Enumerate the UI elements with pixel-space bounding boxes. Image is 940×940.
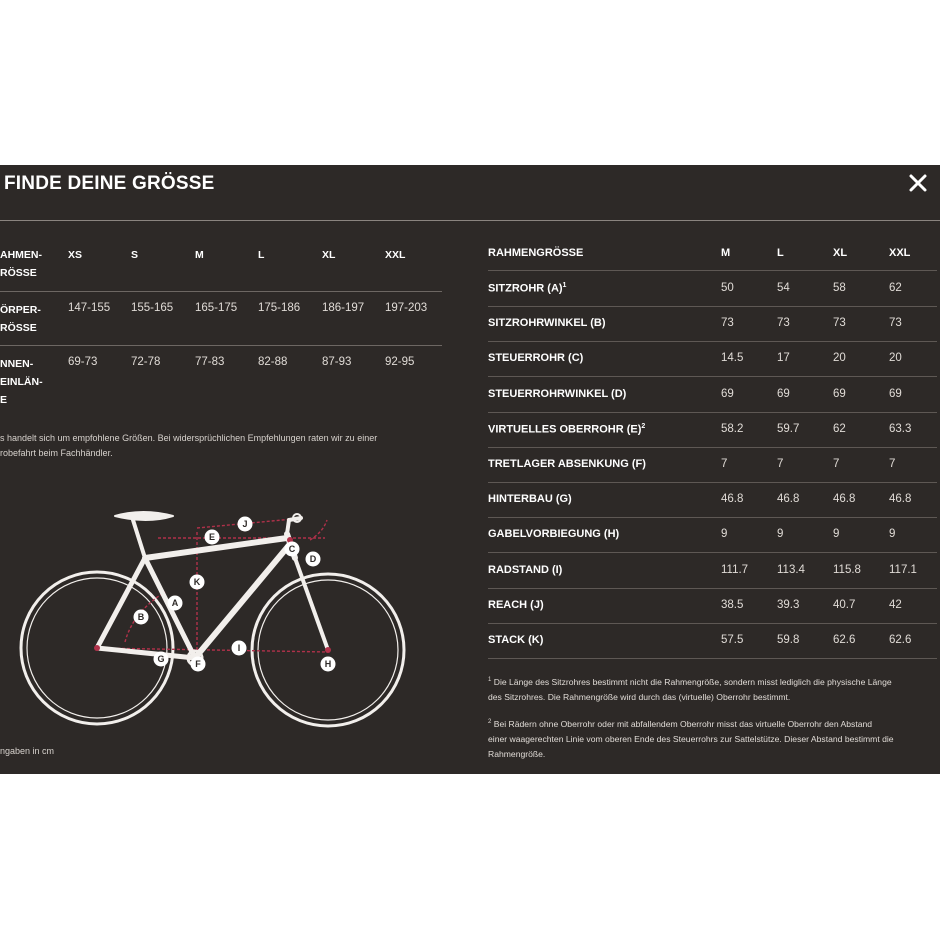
geometry-header-l: L bbox=[777, 247, 784, 259]
geometry-divider bbox=[488, 412, 937, 413]
table-cell: 9 bbox=[833, 528, 840, 541]
svg-text:F: F bbox=[195, 659, 201, 669]
geometry-row-label: SITZROHR $(A)^1$ bbox=[488, 282, 567, 295]
table-cell: 175-186 bbox=[258, 302, 301, 314]
svg-text:C: C bbox=[288, 544, 296, 554]
size-table-header-xs: XS bbox=[68, 249, 83, 261]
table-cell: 92-95 bbox=[385, 356, 415, 368]
table-cell: 20 bbox=[833, 352, 846, 365]
footnote-1: $^1$ Die Länge des Sitzrohres bestimmt nicht die Rahmengröße, sondern misst lediglich die physische Länge des Sitzrohres. Die Rahmengröße wird durch das (virtuelle) Oberrohr bestimmt. bbox=[488, 676, 892, 702]
row-label-body-height: ÖRPER- RÖSSE bbox=[0, 304, 41, 334]
table-cell: 57.5 bbox=[721, 634, 744, 646]
geometry-row-label: STEUERROHRWINKEL (D) bbox=[488, 387, 627, 400]
marker-h bbox=[321, 657, 336, 672]
geometry-row-label: GABELVORBIEGUNG (H) bbox=[488, 528, 620, 541]
table-cell: 147-155 bbox=[68, 302, 111, 314]
geometry-divider bbox=[488, 447, 937, 448]
table-cell: 165-175 bbox=[195, 302, 238, 314]
table-cell: 62.6 bbox=[889, 634, 912, 646]
geometry-header-frame-size: RAHMENGRÖSSE bbox=[488, 247, 584, 259]
size-table-header-s: S bbox=[131, 249, 139, 261]
table-cell: 7 bbox=[777, 458, 784, 470]
size-table-header-m: M bbox=[195, 249, 204, 261]
table-cell: 69 bbox=[833, 387, 846, 400]
table-cell: 39.3 bbox=[777, 598, 800, 611]
geometry-row-label: RADSTAND (I) bbox=[488, 563, 563, 576]
marker-c bbox=[285, 542, 300, 557]
geometry-divider bbox=[488, 517, 937, 518]
table-cell: 73 bbox=[721, 317, 734, 330]
marker-a bbox=[168, 596, 183, 611]
geometry-row-label: STEUERROHR (C) bbox=[488, 352, 584, 365]
table-cell: 54 bbox=[777, 282, 790, 294]
geometry-divider bbox=[488, 588, 937, 589]
size-table-header-xxl: XXL bbox=[385, 249, 406, 261]
svg-text:E: E bbox=[208, 532, 216, 542]
geometry-row-label: STACK (K) bbox=[488, 634, 544, 646]
table-cell: 9 bbox=[889, 528, 896, 541]
table-cell: 14.5 bbox=[721, 352, 744, 365]
table-cell: 7 bbox=[889, 458, 896, 470]
marker-j bbox=[238, 517, 253, 532]
geometry-divider bbox=[488, 552, 937, 553]
table-cell: 46.8 bbox=[777, 493, 800, 506]
row-label-inseam: NNEN- EINLÄN- E bbox=[0, 358, 43, 406]
svg-text:H: H bbox=[324, 659, 332, 669]
marker-g bbox=[154, 652, 169, 667]
table-cell: 42 bbox=[889, 598, 902, 611]
table-cell: 113.4 bbox=[777, 563, 805, 576]
table-cell: 69 bbox=[889, 387, 902, 400]
table-cell: 59.7 bbox=[777, 422, 800, 435]
marker-e bbox=[205, 530, 220, 545]
table-cell: 46.8 bbox=[721, 493, 744, 506]
table-cell: 9 bbox=[777, 528, 784, 541]
geometry-divider bbox=[488, 623, 937, 624]
geometry-divider bbox=[488, 270, 937, 271]
size-table-divider bbox=[0, 345, 442, 346]
geometry-row-label: TRETLAGER ABSENKUNG (F) bbox=[488, 458, 646, 470]
marker-i bbox=[232, 641, 247, 656]
table-cell: 69 bbox=[721, 387, 734, 400]
table-cell: 117.1 bbox=[889, 563, 917, 576]
marker-f bbox=[191, 657, 206, 672]
geometry-row-label: HINTERBAU (G) bbox=[488, 493, 572, 506]
table-cell: 72-78 bbox=[131, 356, 161, 368]
table-cell: 82-88 bbox=[258, 356, 288, 368]
marker-d bbox=[306, 552, 321, 567]
geometry-divider bbox=[488, 306, 937, 307]
table-cell: 7 bbox=[833, 458, 840, 470]
table-cell: 59.8 bbox=[777, 634, 800, 646]
table-cell: 17 bbox=[777, 352, 790, 365]
table-cell: 50 bbox=[721, 282, 734, 294]
table-cell: 186-197 bbox=[322, 302, 365, 314]
table-cell: 115.8 bbox=[833, 563, 861, 576]
svg-text:K: K bbox=[193, 577, 201, 587]
table-cell: 40.7 bbox=[833, 598, 856, 611]
geometry-row-label: SITZROHRWINKEL (B) bbox=[488, 317, 606, 330]
modal-title: FINDE DEINE GRÖSSE bbox=[4, 173, 215, 194]
table-cell: 9 bbox=[721, 528, 728, 541]
table-cell: 77-83 bbox=[195, 356, 225, 368]
geometry-header-m: M bbox=[721, 247, 731, 259]
bike-geometry-diagram bbox=[15, 500, 420, 740]
table-cell: 63.3 bbox=[889, 422, 912, 435]
close-icon[interactable] bbox=[906, 171, 930, 195]
geometry-divider bbox=[488, 341, 937, 342]
table-cell: 62 bbox=[833, 422, 846, 435]
title-divider bbox=[0, 220, 940, 221]
geometry-header-xxl: XXL bbox=[889, 247, 911, 259]
size-table-header-xl: XL bbox=[322, 249, 336, 261]
table-cell: 20 bbox=[889, 352, 902, 365]
size-table-divider bbox=[0, 291, 442, 292]
table-cell: 73 bbox=[777, 317, 790, 330]
table-cell: 7 bbox=[721, 458, 728, 470]
table-cell: 111.7 bbox=[721, 563, 749, 576]
table-cell: 62.6 bbox=[833, 634, 856, 646]
geometry-divider bbox=[488, 658, 937, 659]
marker-k bbox=[190, 575, 205, 590]
table-cell: 46.8 bbox=[889, 493, 912, 506]
table-cell: 73 bbox=[833, 317, 846, 330]
size-table-header-l: L bbox=[258, 249, 265, 261]
svg-text:A: A bbox=[171, 598, 179, 608]
table-cell: 197-203 bbox=[385, 302, 428, 314]
size-guide-modal bbox=[0, 165, 940, 774]
units-note: ngaben in cm bbox=[0, 746, 55, 756]
table-cell: 73 bbox=[889, 317, 902, 330]
table-cell: 69-73 bbox=[68, 356, 98, 368]
svg-text:G: G bbox=[157, 654, 165, 664]
table-cell: 58 bbox=[833, 282, 846, 294]
table-cell: 46.8 bbox=[833, 493, 856, 506]
svg-text:D: D bbox=[309, 554, 317, 564]
geometry-row-label: VIRTUELLES OBERROHR $(E)^2$ bbox=[488, 422, 646, 436]
table-cell: 62 bbox=[889, 282, 902, 294]
footnote-2: $^2$ Bei Rädern ohne Oberrohr oder mit abfallendem Oberrohr misst das virtuelle Oberrohr den Abstand einer waagerechten Linie vom oberen Ende des Steuerrohrs zur Sattelstütze. Dieser Abstand bestimmt die Rahmengröße. bbox=[488, 718, 894, 759]
geometry-divider bbox=[488, 482, 937, 483]
marker-b bbox=[134, 610, 149, 625]
table-cell: 155-165 bbox=[131, 302, 174, 314]
size-table-header-label: AHMEN- RÖSSE bbox=[0, 249, 42, 279]
table-cell: 87-93 bbox=[322, 356, 352, 368]
table-cell: 38.5 bbox=[721, 598, 744, 611]
geometry-header-xl: XL bbox=[833, 247, 848, 259]
table-cell: 69 bbox=[777, 387, 790, 400]
size-recommendation-note: s handelt sich um empfohlene Größen. Bei widersprüchlichen Empfehlungen raten wir zu einer robefahrt beim Fachhändler. bbox=[0, 433, 378, 458]
svg-text:I: I bbox=[237, 643, 241, 653]
svg-text:B: B bbox=[137, 612, 145, 622]
geometry-row-label: REACH (J) bbox=[488, 598, 544, 611]
table-cell: 58.2 bbox=[721, 422, 744, 435]
svg-text:J: J bbox=[242, 519, 248, 529]
geometry-divider bbox=[488, 376, 937, 377]
